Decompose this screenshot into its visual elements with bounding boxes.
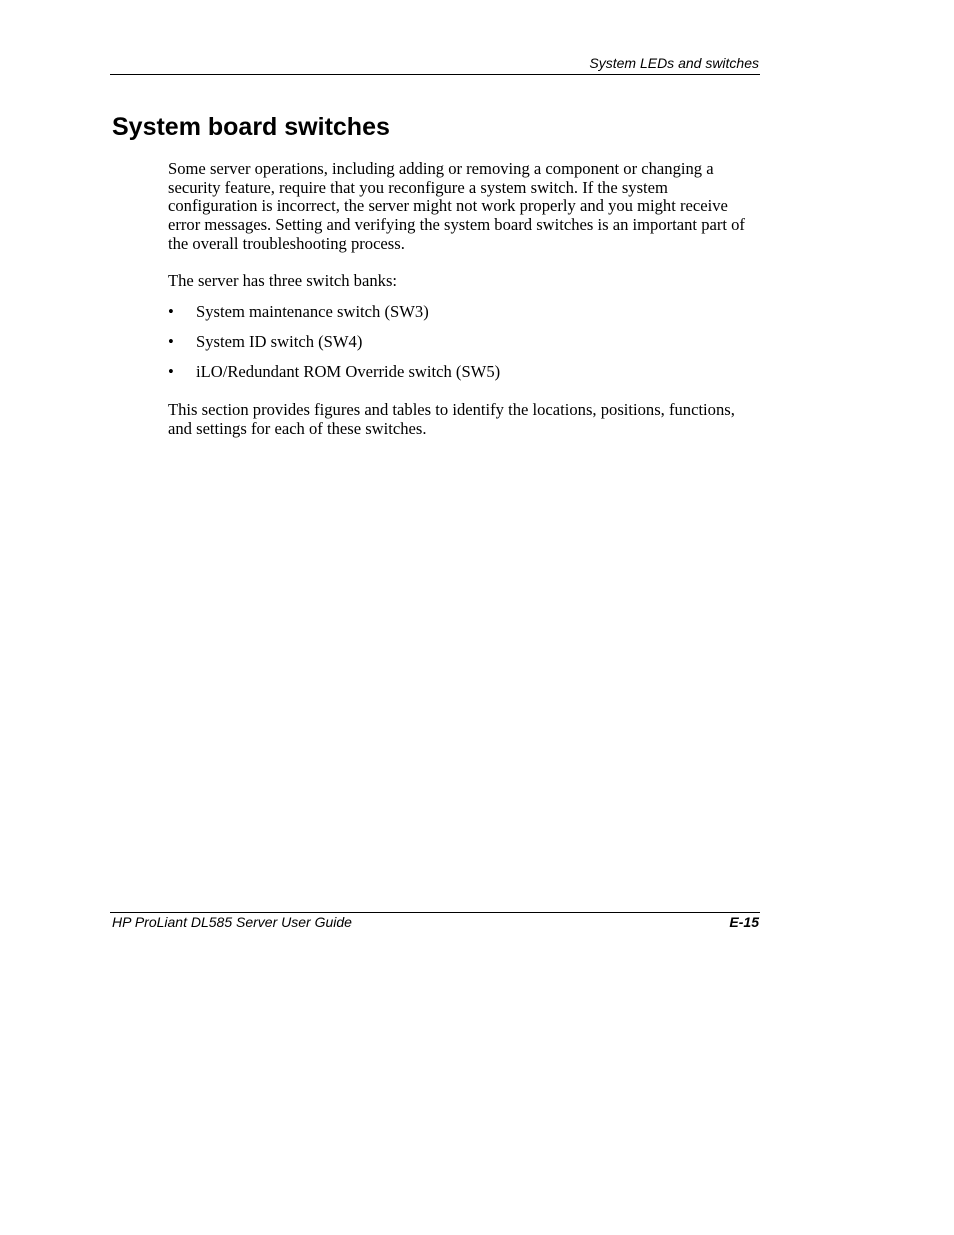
list-item-text: System maintenance switch (SW3) bbox=[196, 302, 429, 321]
list-item bbox=[168, 333, 500, 363]
bullet-icon: • bbox=[168, 362, 174, 381]
footer-rule bbox=[110, 912, 760, 913]
page-number: E-15 bbox=[729, 914, 759, 930]
intro-paragraph: Some server operations, including adding or removing a component or changing a security feature, require that you reconfigure a system switch. If the system configuration is incorrect, the server might not work properly and you might receive error messages. Setting and verifying the system board switches is an important part of the overall troubleshooting process. bbox=[168, 159, 745, 253]
bullet-icon: • bbox=[168, 332, 174, 351]
list-item bbox=[168, 363, 500, 393]
footer-guide-title: HP ProLiant DL585 Server User Guide bbox=[112, 914, 352, 930]
section-title: System board switches bbox=[112, 113, 390, 141]
closing-paragraph: This section provides figures and tables to identify the locations, positions, functions, and settings for each of these switches. bbox=[168, 400, 735, 438]
bullet-icon: • bbox=[168, 302, 174, 321]
switch-bank-list bbox=[168, 303, 500, 393]
running-header-title: System LEDs and switches bbox=[589, 55, 759, 71]
lead-in-paragraph: The server has three switch banks: bbox=[168, 271, 398, 290]
list-item-text: iLO/Redundant ROM Override switch (SW5) bbox=[196, 362, 501, 381]
list-item bbox=[168, 303, 500, 333]
list-item-text: System ID switch (SW4) bbox=[196, 332, 363, 351]
header-rule bbox=[110, 74, 760, 75]
